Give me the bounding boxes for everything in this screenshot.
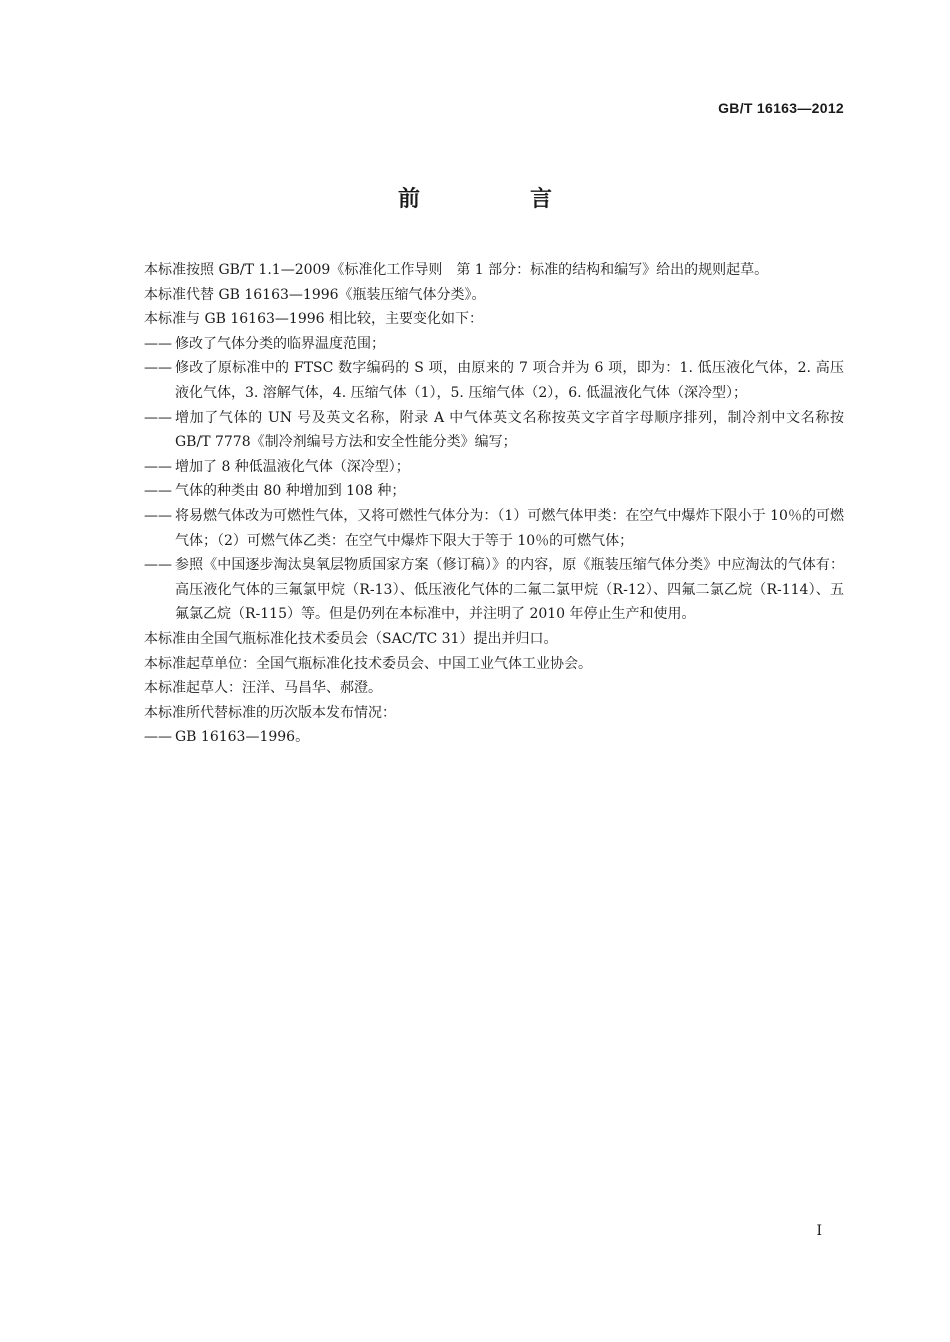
list-item-text: 增加了 8 种低温液化气体（深冷型）； (175, 458, 410, 475)
paragraph: 本标准起草人：汪洋、马昌华、郝澄。 (144, 680, 382, 697)
list-item (144, 725, 844, 750)
list-item (144, 332, 844, 357)
list-dash: —— (144, 409, 172, 426)
list-item-text: 修改了原标准中的 FTSC 数字编码的 S 项，由原来的 7 项合并为 6 项，即为：1. 低压液化气体，2. 高压液化气体，3. 溶解气体，4. 压缩气体（1），5. 压缩气体（2），6. 低温液化气体（深冷型）； (175, 360, 844, 401)
paragraph: 本标准由全国气瓶标准化技术委员会（SAC/TC 31）提出并归口。 (144, 630, 558, 647)
list-dash: —— (144, 335, 172, 352)
page-title: 前 言 (397, 187, 596, 212)
list-dash: —— (144, 483, 172, 500)
list-item-text: 将易燃气体改为可燃性气体，又将可燃性气体分为：（1）可燃气体甲类：在空气中爆炸下限小于 10％的可燃气体；（2）可燃气体乙类：在空气中爆炸下限大于等于 10％的可燃气体； (175, 507, 844, 549)
list-dash: —— (144, 360, 172, 377)
list-item-text: 参照《中国逐步淘汰臭氧层物质国家方案（修订稿）》的内容，原《瓶装压缩气体分类》中应淘汰的气体有：高压液化气体的三氟氯甲烷（R-13）、低压液化气体的二氟二氯甲烷（R-12）、四氟二氯乙烷（R-114）、五氟氯乙烷（R-115）等。但是仍列在本标准中，并注明了 2010 年停止生产和使用。 (175, 557, 844, 623)
paragraph: 本标准与 GB 16163—1996 相比较，主要变化如下： (144, 311, 483, 328)
list-item (144, 356, 844, 405)
paragraph: 本标准所代替标准的历次版本发布情况： (144, 704, 396, 721)
page-number: I (816, 1223, 822, 1239)
paragraph: 本标准起草单位：全国气瓶标准化技术委员会、中国工业气体工业协会。 (144, 655, 592, 672)
list-item (144, 504, 844, 553)
document-body (144, 258, 844, 750)
list-item (144, 479, 844, 504)
list-item-text: GB 16163—1996。 (175, 729, 310, 746)
paragraph: 本标准代替 GB 16163—1996《瓶装压缩气体分类》。 (144, 286, 486, 303)
list-dash: —— (144, 507, 172, 524)
list-item (144, 553, 844, 627)
list-item (144, 406, 844, 455)
list-item-text: 修改了气体分类的临界温度范围； (175, 335, 385, 352)
list-dash: —— (144, 729, 172, 746)
list-item-text: 增加了气体的 UN 号及英文名称，附录 A 中气体英文名称按英文字首字母顺序排列，制冷剂中文名称按 GB/T 7778《制冷剂编号方法和安全性能分类》编写； (175, 409, 844, 451)
list-item (144, 455, 844, 480)
list-dash: —— (144, 458, 172, 475)
list-item-text: 气体的种类由 80 种增加到 108 种； (175, 483, 406, 500)
standard-code: GB/T 16163—2012 (718, 100, 844, 116)
list-dash: —— (144, 557, 172, 574)
paragraph: 本标准按照 GB/T 1.1—2009《标准化工作导则 第 1 部分：标准的结构和编写》给出的规则起草。 (144, 262, 769, 278)
